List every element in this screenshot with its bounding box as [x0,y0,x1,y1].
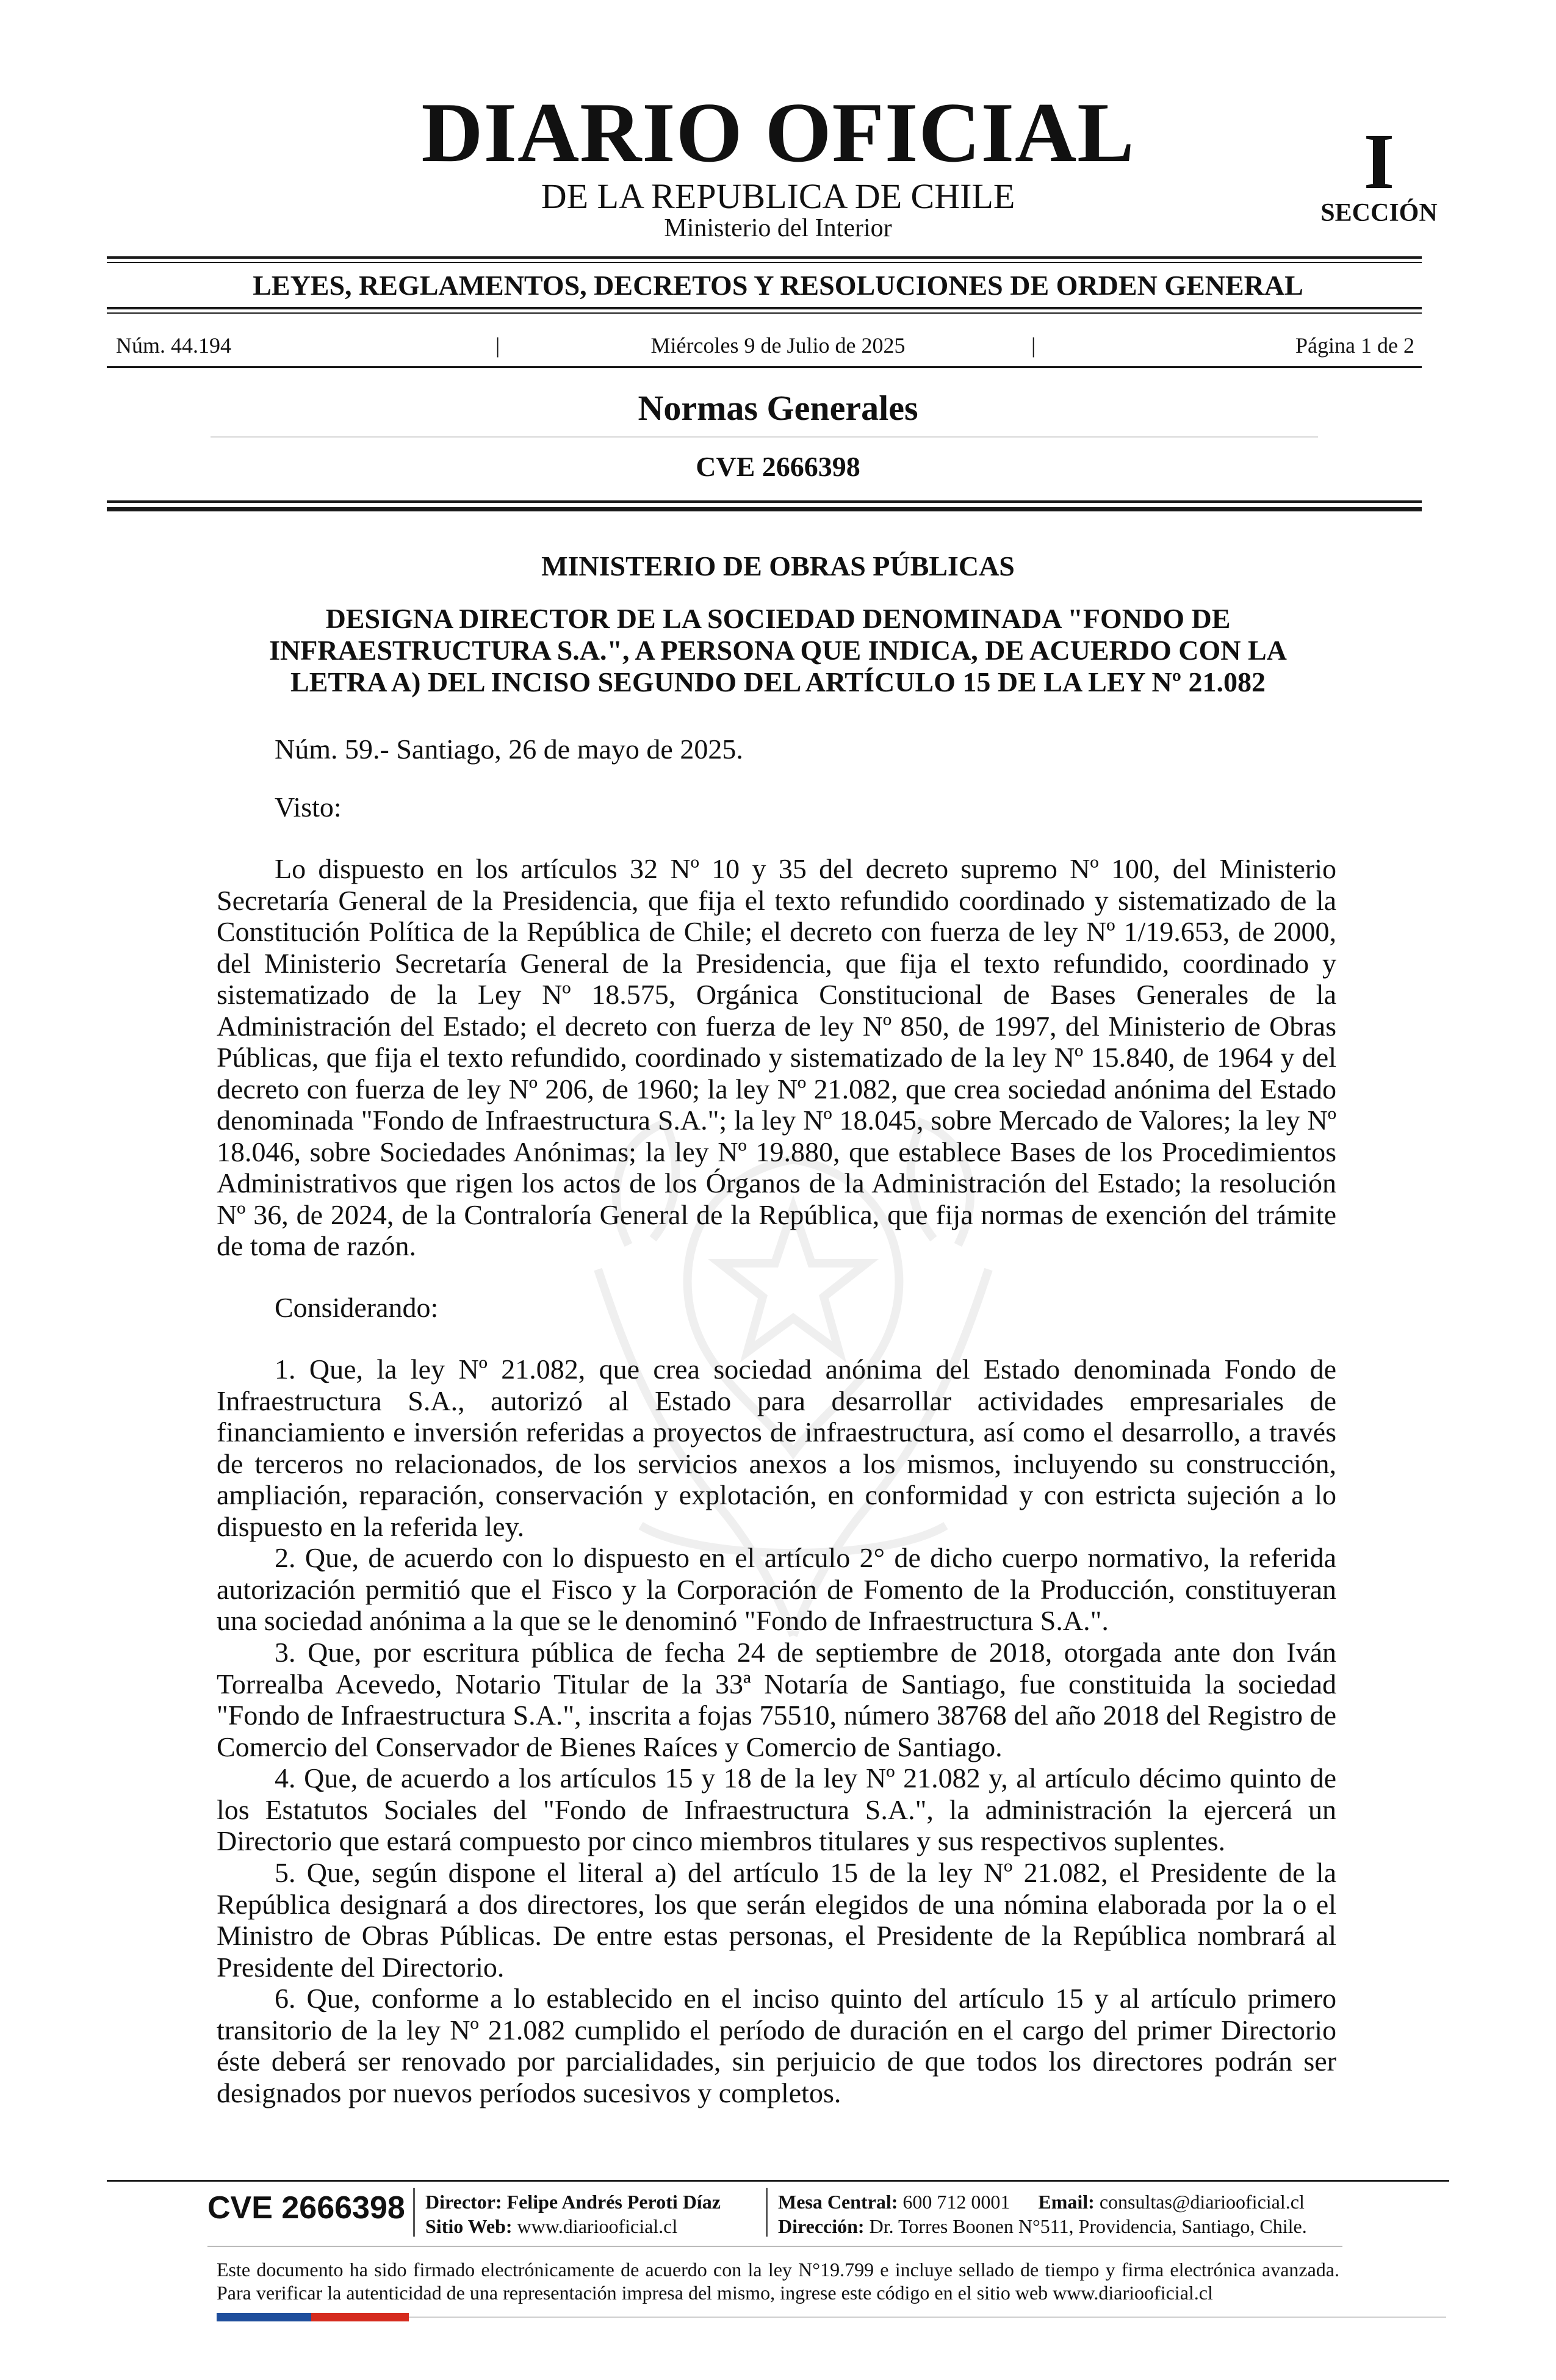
newspaper-subtitle: DE LA REPUBLICA DE CHILE [541,176,1015,216]
mesa-phone: 600 712 0001 [902,2191,1010,2213]
footer-website [425,2214,677,2238]
considerando-item: 3. Que, por escritura pública de fecha 24 de septiembre de 2018, otorgada ante don Iván Torrealba Acevedo, Notario Titular de la 33ª Notaría de Santiago, fue constituida la sociedad "Fondo de Infraestructura S.A.", inscrita a fojas 75510, número 38768 del año 2018 del Registro de Comercio del Conservador de Bienes Raíces y Comercio de Santiago. [217,1637,1336,1762]
footer-director [425,2190,721,2214]
footer-mesa-central [778,2190,1305,2214]
issue-rule [107,366,1422,368]
considerando-label: Considerando: [275,1292,439,1323]
visto-paragraph: Lo dispuesto en los artículos 32 Nº 10 y 35 del decreto supremo Nº 100, del Ministerio Secretaría General de la Presidencia, que fija el texto refundido coordinado y sistematizado de la Constitución Política de la República de Chile; el decreto con fuerza de ley Nº 1/19.653, de 2000, del Ministerio Secretaría General de la Presidencia, que fija el texto refundido, coordinado y sistematizado de la Ley Nº 18.575, Orgánica Constitucional de Bases Generales de la Administración del Estado; el decreto con fuerza de ley Nº 850, de 1997, del Ministerio de Obras Públicas, que fija el texto refundido, coordinado y sistematizado de la ley Nº 15.840, de 1964 y del decreto con fuerza de ley Nº 206, de 1960; la ley Nº 21.082, que crea sociedad anónima del Estado denominada "Fondo de Infraestructura S.A."; la ley Nº 18.045, sobre Mercado de Valores; la ley Nº 18.046, sobre Sociedades Anónimas; la ley Nº 19.880, que establece Bases de los Procedimientos Administrativos que rigen los actos de los Órganos de la Administración del Estado; la resolución Nº 36, de 2024, de la Contraloría General de la República, que fija normas de exención del trámite de toma de razón. [217,853,1336,1261]
document-heading: DESIGNA DIRECTOR DE LA SOCIEDAD DENOMINADA "FONDO DE INFRAESTRUCTURA S.A.", A PERSONA QUE INDICA, DE ACUERDO CON LA LETRA A) DEL INCISO SEGUNDO DEL ARTÍCULO 15 DE LA LEY Nº 21.082 [269,603,1287,698]
cve-rule-bottom [107,507,1422,511]
section-title-rule [211,436,1318,438]
issue-number: Núm. 44.194 [116,333,231,358]
masthead-rule-bottom-thin [107,312,1422,314]
flag-stripe-blue [217,2313,311,2321]
footer-bottom-rule [409,2317,1446,2318]
newspaper-title: DIARIO OFICIAL [421,85,1135,180]
section-label: SECCIÓN [1320,199,1438,227]
mesa-label: Mesa Central: [778,2191,898,2213]
director-name: Felipe Andrés Peroti Díaz [506,2191,721,2213]
ministry-subtitle: Ministerio del Interior [664,214,892,242]
director-label: Director: [425,2191,502,2213]
masthead-rule-top [107,256,1422,259]
footer-divider [413,2188,415,2237]
footer-rule [107,2180,1449,2182]
footer-rule-thin [207,2246,1342,2247]
flag-stripe-red [311,2313,409,2321]
document-ministry: MINISTERIO DE OBRAS PÚBLICAS [541,550,1015,582]
decree-number: Núm. 59.- Santiago, 26 de mayo de 2025. [275,734,743,765]
address-label: Dirección: [778,2215,865,2237]
section-banner: LEYES, REGLAMENTOS, DECRETOS Y RESOLUCIONES DE ORDEN GENERAL [253,270,1303,301]
issue-date: Miércoles 9 de Julio de 2025 [650,333,906,358]
footer-divider [766,2188,768,2237]
email-label: Email: [1038,2191,1095,2213]
address-value: Dr. Torres Boonen N°511, Providencia, Santiago, Chile. [869,2215,1307,2237]
masthead-rule-bottom [107,307,1422,309]
email-link[interactable]: consultas@diariooficial.cl [1099,2191,1305,2213]
website-label: Sitio Web: [425,2215,513,2237]
cve-code: CVE 2666398 [696,451,860,482]
cve-rule-top [107,500,1422,503]
footer-legal-notice: Este documento ha sido firmado electrónicamente de acuerdo con la ley N°19.799 e incluye sellado de tiempo y firma electrónica avanzada. Para verificar la autenticidad de una representación impresa del mismo, ingrese este código en el sitio web www.diariooficial.cl [217,2259,1339,2304]
section-title: Normas Generales [638,388,918,428]
considerando-item: 5. Que, según dispone el literal a) del artículo 15 de la ley Nº 21.082, el Presidente de la República designará a dos directores, los que serán elegidos de una nómina elaborada por la o el Ministro de Obras Públicas. De entre estas personas, el Presidente de la República nombrará al Presidente del Directorio. [217,1857,1336,1983]
considerando-item: 4. Que, de acuerdo a los artículos 15 y 18 de la ley Nº 21.082 y, al artículo décimo quinto de los Estatutos Sociales del "Fondo de Infraestructura S.A.", la administración la ejercerá un Directorio que estará compuesto por cinco miembros titulares y sus respectivos suplentes. [217,1762,1336,1856]
considerando-item: 2. Que, de acuerdo con lo dispuesto en el artículo 2° de dicho cuerpo normativo, la referida autorización permitió que el Fisco y la Corporación de Fomento de la Producción, constituyeran una sociedad anónima a la que se le denominó "Fondo de Infraestructura S.A.". [217,1542,1336,1636]
page-indicator: Página 1 de 2 [1295,333,1414,358]
footer-cve-code: CVE 2666398 [207,2190,405,2226]
section-number: I [1363,118,1395,206]
issue-separator: | [1031,333,1036,358]
footer-address [778,2214,1307,2238]
website-link[interactable]: www.diariooficial.cl [517,2215,678,2237]
visto-label: Visto: [275,792,342,823]
considerando-item: 1. Que, la ley Nº 21.082, que crea sociedad anónima del Estado denominada Fondo de Infraestructura S.A., autorizó al Estado para desarrollar actividades empresariales de financiamiento e inversión referidas a proyectos de infraestructura, así como el desarrollo, a través de terceros no relacionados, de los servicios anexos a los mismos, incluyendo su construcción, ampliación, reparación, conservación y explotación, en conformidad y con estricta sujeción a lo dispuesto en la referida ley. [217,1354,1336,1542]
issue-separator: | [495,333,500,358]
considerando-item: 6. Que, conforme a lo establecido en el inciso quinto del artículo 15 y al artículo primero transitorio de la ley Nº 21.082 cumplido el período de duración en el cargo del primer Directorio éste deberá ser renovado por parcialidades, sin perjuicio de que todos los directores podrán ser designados por nuevos períodos sucesivos y completos. [217,1983,1336,2108]
masthead-rule-top-thin [107,262,1422,263]
